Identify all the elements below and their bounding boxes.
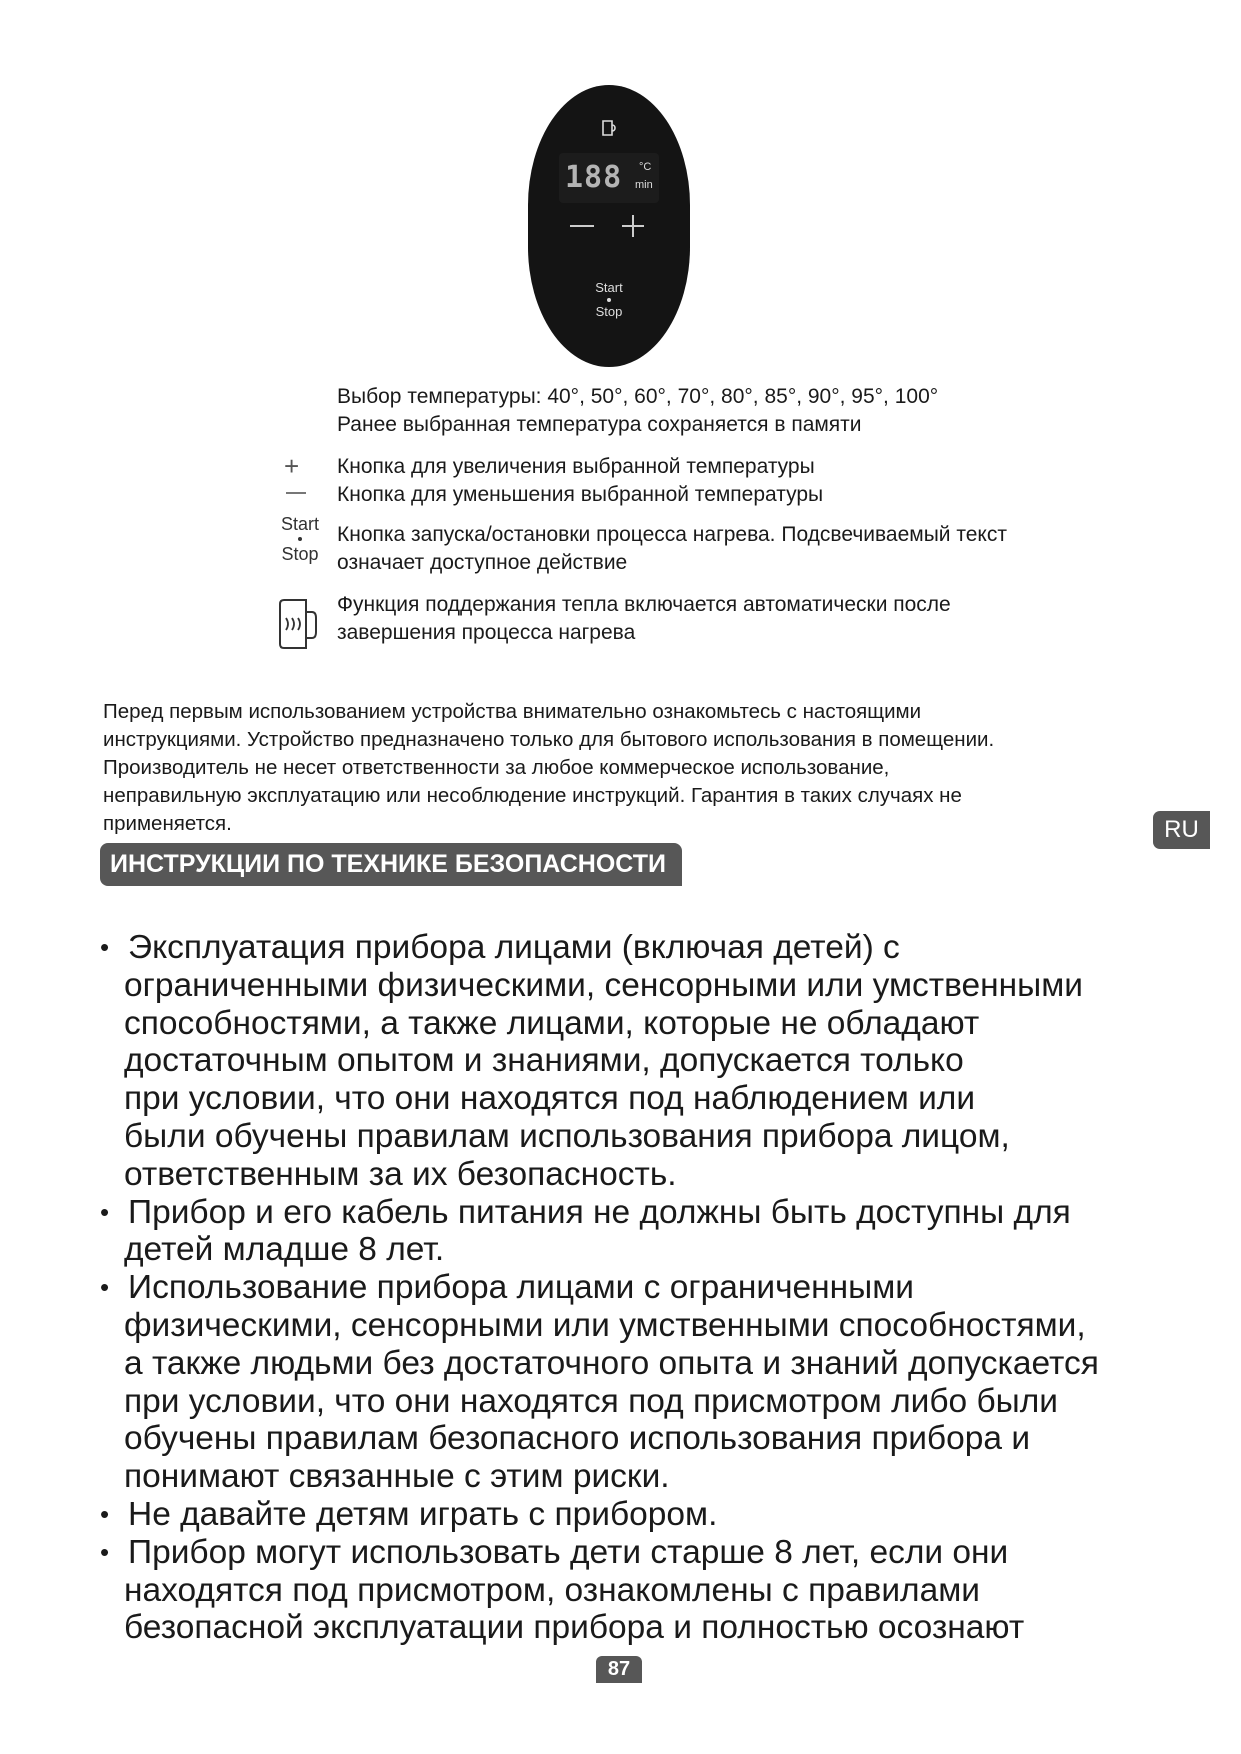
bullet-line: ограниченными физическими, сенсорными или умственными <box>124 966 1084 1004</box>
intro-line: неправильную эксплуатацию или несоблюдение инструкций. Гарантия в таких случаях не <box>103 784 962 807</box>
stop-label: Stop <box>281 544 319 564</box>
minus-icon <box>570 225 594 227</box>
stop-label: Stop <box>595 304 623 319</box>
minus-icon <box>286 492 306 494</box>
bullet-line: • Использование прибора лицами с ограниченными <box>100 1269 1099 1307</box>
start-label: Start <box>595 280 623 295</box>
safety-bullet-list <box>100 929 1099 1647</box>
bullet-line: понимают связанные с этим риски. <box>124 1458 670 1496</box>
start-stop-button <box>528 280 690 320</box>
bullet-line: достаточным опытом и знаниями, допускается только <box>124 1042 964 1080</box>
temperature-display <box>559 153 659 203</box>
plus-icon <box>622 215 644 237</box>
intro-line: Производитель не несет ответственности за любое коммерческое использование, <box>103 756 890 779</box>
minutes-unit: min <box>635 179 653 191</box>
bullet-line: • Прибор могут использовать дети старше 8 лет, если они <box>100 1534 1099 1572</box>
dot-icon <box>298 537 302 541</box>
bullet-item <box>100 1269 1099 1496</box>
keep-warm-icon <box>276 598 322 652</box>
keep-warm-description-2: завершения процесса нагрева <box>337 621 636 644</box>
intro-paragraph <box>103 698 994 838</box>
temperature-choices: Выбор температуры: 40°, 50°, 60°, 70°, 80°, 85°, 90°, 95°, 100° <box>337 385 939 408</box>
bullet-item <box>100 1496 1099 1534</box>
start-stop-icon <box>272 513 328 565</box>
bullet-item <box>100 929 1099 1194</box>
bullet-line: находятся под присмотром, ознакомлены с правилами <box>124 1571 980 1609</box>
bullet-item <box>100 1194 1099 1270</box>
bullet-line: а также людьми без достаточного опыта и знаний допускается <box>124 1344 1099 1382</box>
bullet-line: ответственным за их безопасность. <box>124 1155 677 1193</box>
bullet-line: обучены правилам безопасного использования прибора и <box>124 1420 1031 1458</box>
bullet-line: физическими, сенсорными или умственными способностями, <box>124 1306 1086 1344</box>
celsius-unit: °C <box>639 161 652 173</box>
bullet-item <box>100 1534 1099 1647</box>
intro-line: Перед первым использованием устройства внимательно ознакомьтесь с настоящими <box>103 700 922 723</box>
bullet-line: безопасной эксплуатации прибора и полностью осознают <box>124 1609 1025 1647</box>
dot-icon <box>607 298 611 302</box>
temperature-memory-note: Ранее выбранная температура сохраняется в памяти <box>337 413 862 436</box>
start-stop-description-1: Кнопка запуска/остановки процесса нагрева. Подсвечиваемый текст <box>337 523 1007 546</box>
plus-description: Кнопка для увеличения выбранной температуры <box>337 455 815 478</box>
bullet-line: • Прибор и его кабель питания не должны быть доступны для <box>100 1194 1099 1232</box>
intro-line: инструкциями. Устройство предназначено только для бытового использования в помещении. <box>103 728 995 751</box>
page-number: 87 <box>596 1656 642 1683</box>
display-digits: 188 <box>565 160 623 195</box>
bullet-line: детей младше 8 лет. <box>124 1231 445 1269</box>
minus-description: Кнопка для уменьшения выбранной температуры <box>337 483 824 506</box>
plus-icon: + <box>284 451 300 481</box>
bullet-line: при условии, что они находятся под присмотром либо были <box>124 1382 1058 1420</box>
bullet-line: были обучены правилам использования прибора лицом, <box>124 1117 1010 1155</box>
section-heading: ИНСТРУКЦИИ ПО ТЕХНИКЕ БЕЗОПАСНОСТИ <box>100 843 682 886</box>
keep-warm-description-1: Функция поддержания тепла включается автоматически после <box>337 593 951 616</box>
bullet-line: способностями, а также лицами, которые не обладают <box>124 1004 980 1042</box>
intro-line: применяется. <box>103 812 232 835</box>
kettle-icon <box>600 119 618 137</box>
start-label: Start <box>280 514 319 534</box>
control-panel-illustration <box>528 85 690 367</box>
start-stop-description-2: означает доступное действие <box>337 551 628 574</box>
bullet-line: • Не давайте детям играть с прибором. <box>100 1496 1099 1534</box>
language-tab: RU <box>1153 811 1210 849</box>
bullet-line: при условии, что они находятся под наблюдением или <box>124 1080 976 1118</box>
bullet-line: • Эксплуатация прибора лицами (включая детей) с <box>100 929 1099 967</box>
